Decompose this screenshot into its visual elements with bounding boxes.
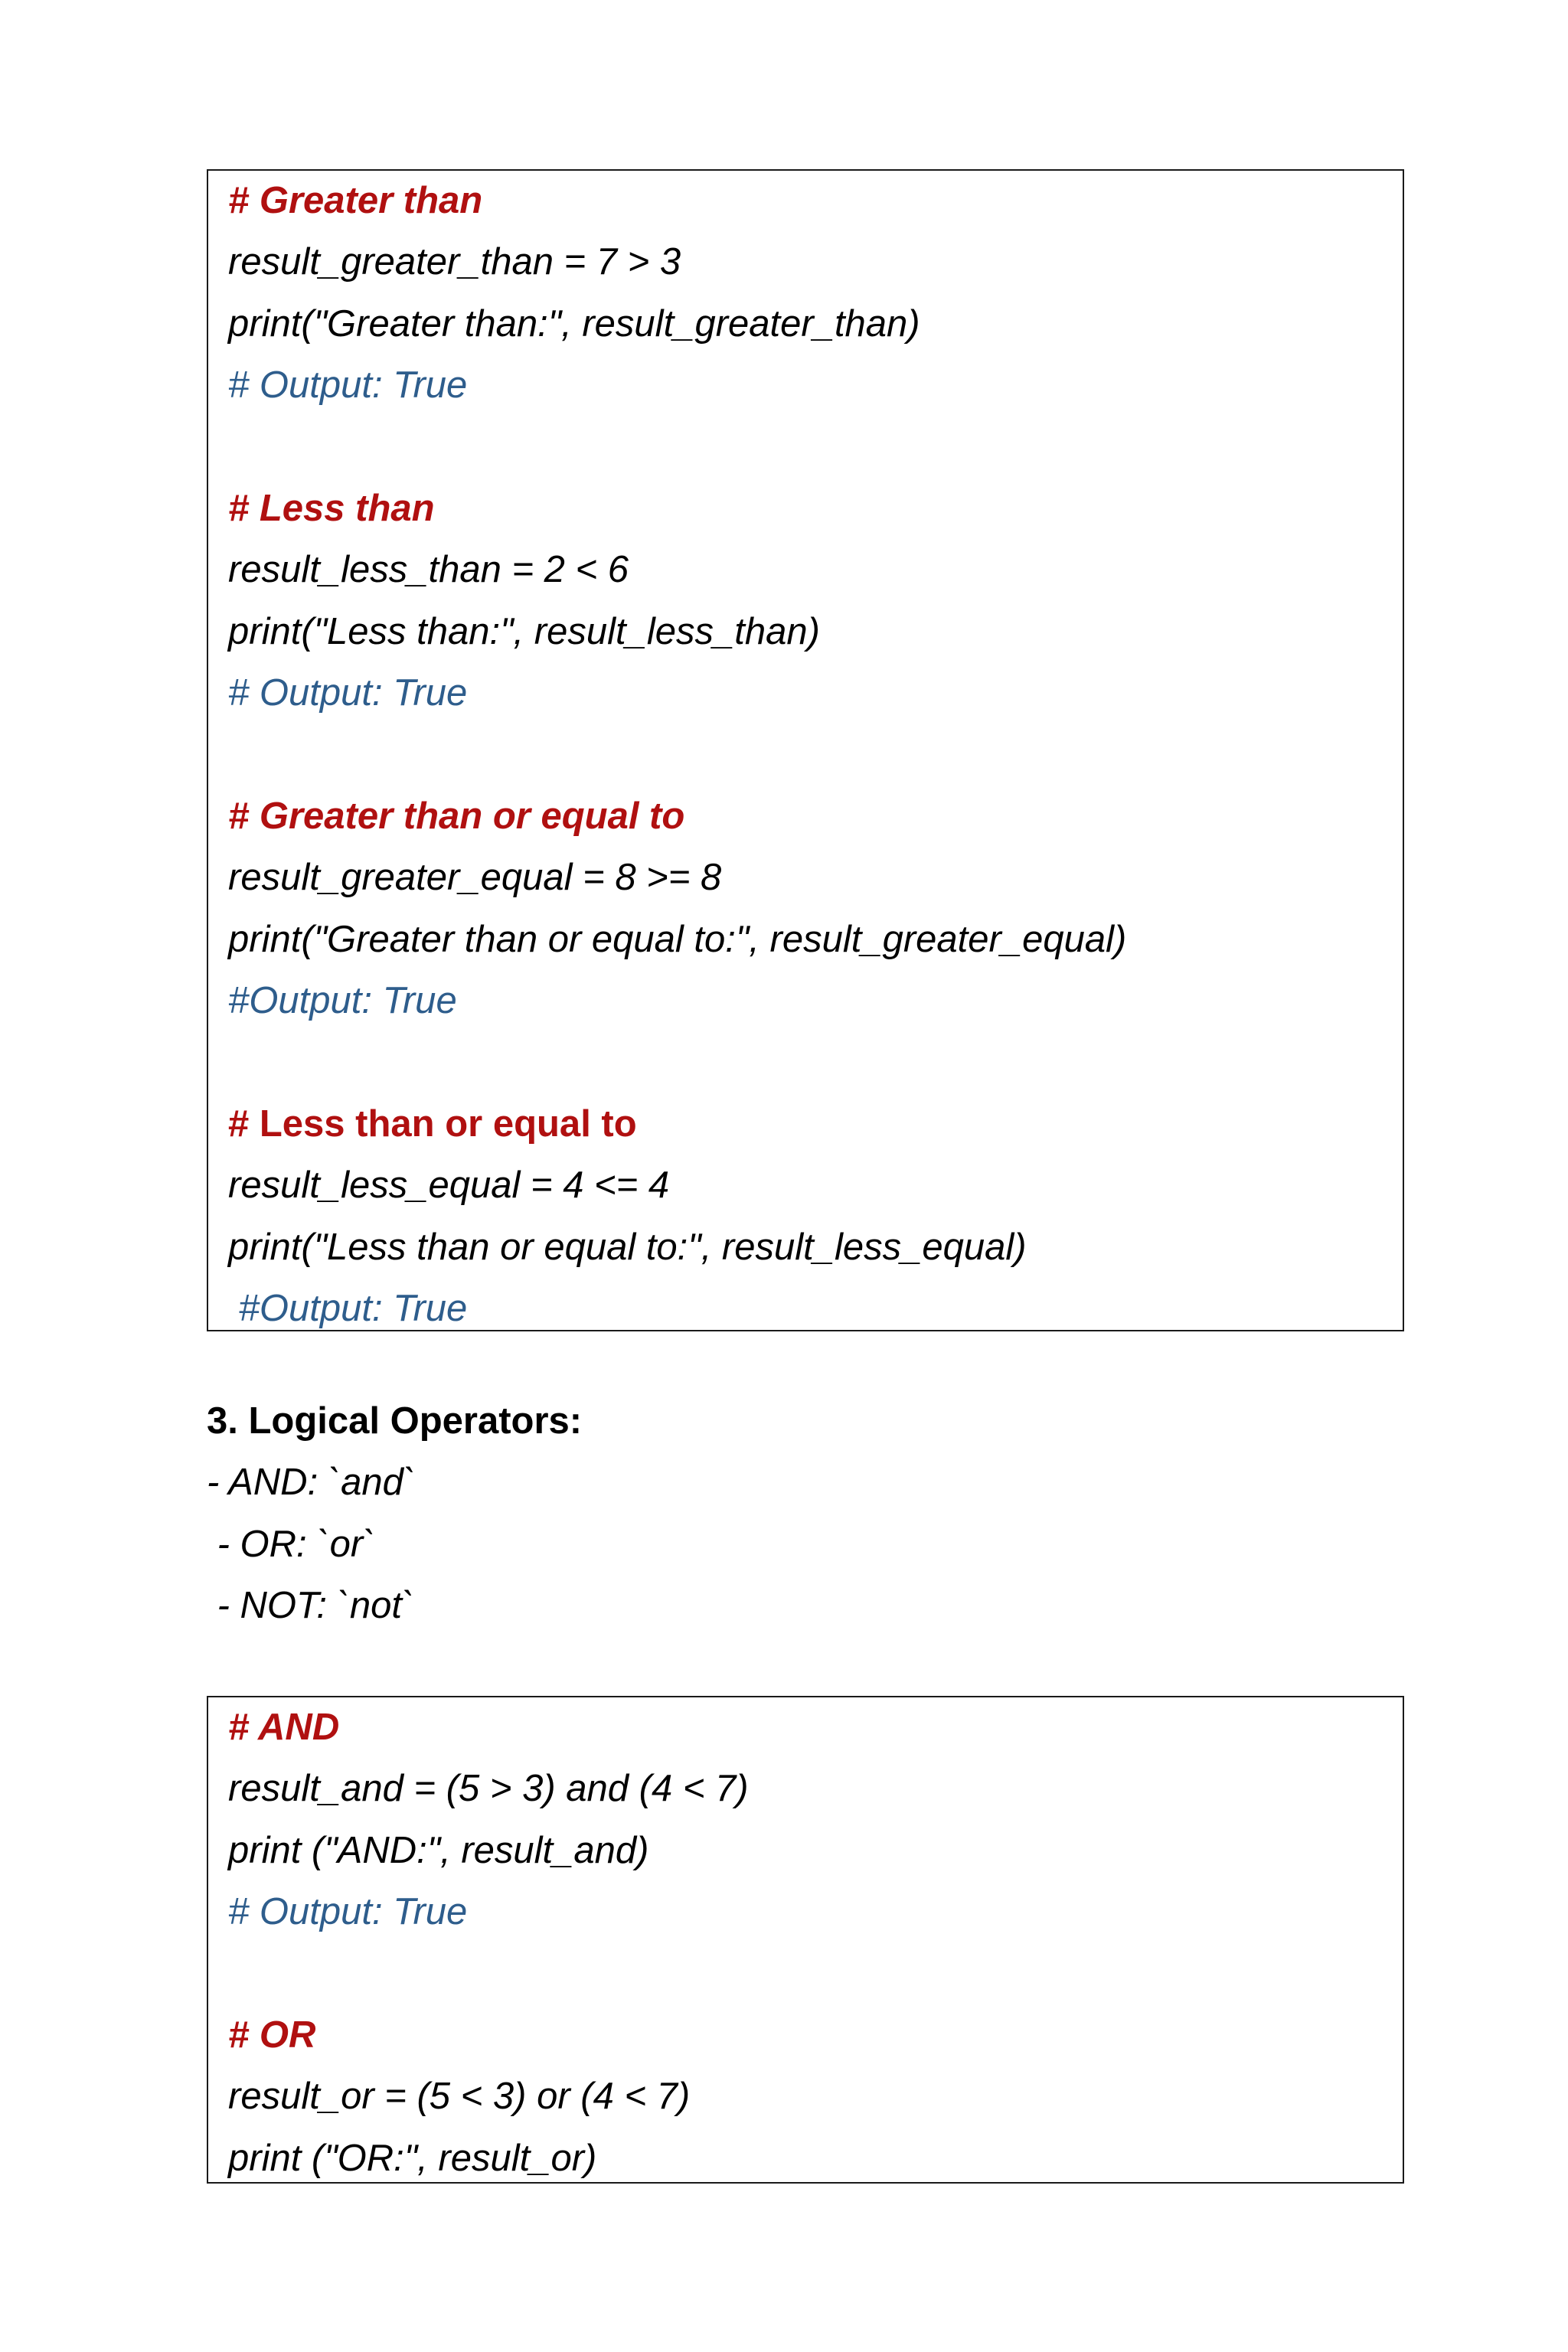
code-line: result_less_than = 2 < 6: [228, 549, 629, 590]
code-line: print ("AND:", result_and): [228, 1830, 649, 1871]
code-block-logical: [207, 1696, 1404, 2184]
code-block-comparison: [207, 169, 1404, 1331]
code-line: print("Less than:", result_less_than): [228, 611, 820, 652]
code-comment: # Output: True: [228, 672, 468, 714]
code-heading-less-equal: # Less than or equal to: [228, 1103, 637, 1145]
code-comment: #Output: True: [228, 1288, 468, 1329]
code-line: print("Greater than:", result_greater_than): [228, 303, 920, 345]
code-comment: # Output: True: [228, 364, 468, 406]
code-line: result_greater_equal = 8 >= 8: [228, 857, 722, 898]
code-line: result_less_equal = 4 <= 4: [228, 1165, 670, 1206]
code-comment: #Output: True: [228, 980, 457, 1021]
list-item: - NOT: `not`: [207, 1585, 415, 1626]
code-line: result_and = (5 > 3) and (4 < 7): [228, 1768, 749, 1809]
list-item: - OR: `or`: [207, 1524, 376, 1565]
code-heading-less-than: # Less than: [228, 488, 435, 529]
code-line: result_or = (5 < 3) or (4 < 7): [228, 2076, 691, 2117]
code-comment: # Output: True: [228, 1891, 468, 1932]
code-line: print("Greater than or equal to:", result_greater_equal): [228, 919, 1127, 960]
code-heading-greater-equal: # Greater than or equal to: [228, 795, 685, 837]
code-line: print ("OR:", result_or): [228, 2138, 597, 2179]
section-title: 3. Logical Operators:: [207, 1400, 583, 1442]
code-heading-and: # AND: [228, 1707, 340, 1748]
code-heading-or: # OR: [228, 2014, 316, 2056]
code-line: result_greater_than = 7 > 3: [228, 241, 681, 283]
code-heading-greater-than: # Greater than: [228, 180, 483, 221]
code-line: print("Less than or equal to:", result_less_equal): [228, 1227, 1027, 1268]
list-item: - AND: `and`: [207, 1462, 416, 1503]
